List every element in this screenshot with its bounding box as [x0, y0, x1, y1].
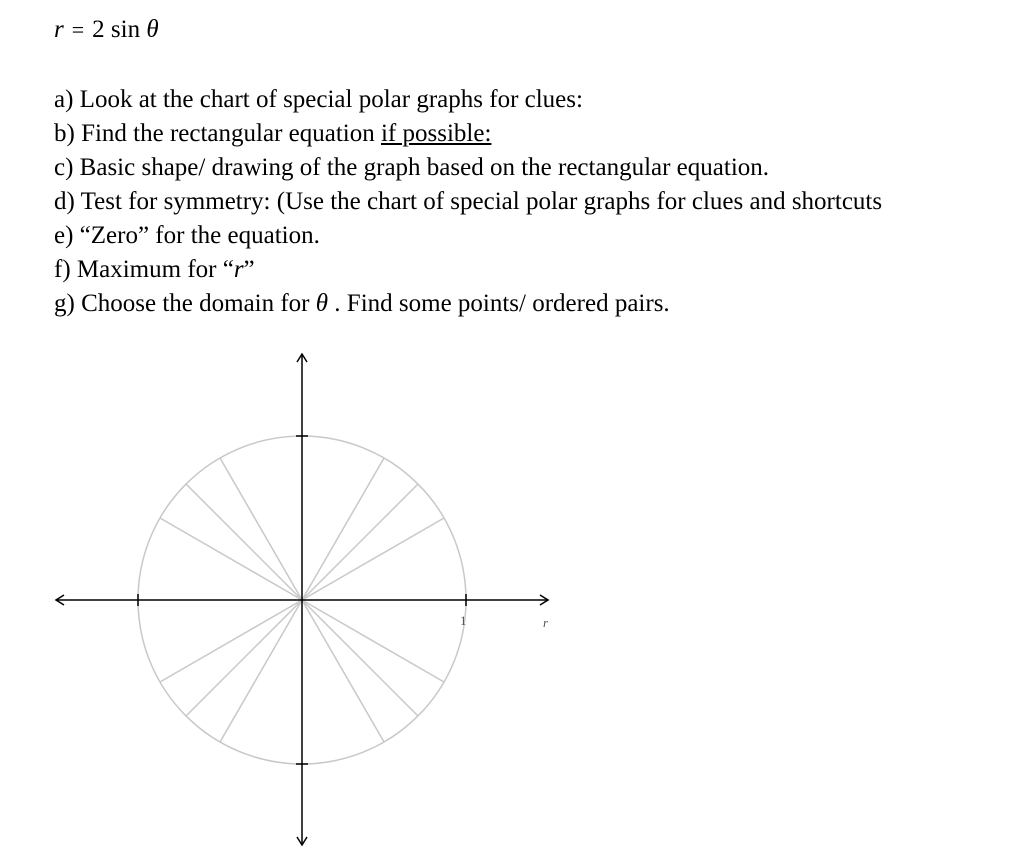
tick-label-one: 1 [460, 613, 467, 628]
equation-equals: = [71, 17, 85, 42]
spoke-30-deg [302, 518, 444, 600]
step-e: e) “Zero” for the equation. [54, 222, 320, 249]
axis-label-r: r [543, 615, 549, 630]
step-f-text: f) Maximum for “ [54, 256, 234, 283]
axes [56, 354, 548, 845]
spoke-150-deg [160, 518, 302, 600]
step-g-theta: θ [315, 290, 329, 317]
step-a: a) Look at the chart of special polar graphs for clues: [54, 86, 583, 113]
spoke-60-deg [302, 458, 384, 600]
equation-r: r [54, 16, 64, 43]
step-d: d) Test for symmetry: (Use the chart of special polar graphs for clues and shortcuts [54, 188, 883, 215]
step-f-close: ” [243, 256, 255, 283]
spoke-120-deg [220, 458, 302, 600]
spoke-300-deg [302, 600, 384, 742]
step-b-text: b) Find the rectangular equation [54, 120, 381, 147]
equation-rhs: 2 sin [92, 16, 141, 43]
step-c: c) Basic shape/ drawing of the graph based on the rectangular equation. [54, 154, 770, 181]
spoke-135-deg [186, 484, 302, 600]
step-g-text: g) Choose the domain for [54, 290, 316, 317]
spoke-330-deg [302, 600, 444, 682]
step-g-suffix: . Find some points/ ordered pairs. [328, 290, 670, 317]
spoke-210-deg [160, 600, 302, 682]
spoke-45-deg [302, 484, 418, 600]
step-f-var: r [233, 256, 244, 283]
spoke-225-deg [186, 600, 302, 716]
spoke-315-deg [302, 600, 418, 716]
spoke-240-deg [220, 600, 302, 742]
equation-theta: θ [146, 16, 159, 43]
step-b-underlined: if possible: [380, 120, 492, 147]
